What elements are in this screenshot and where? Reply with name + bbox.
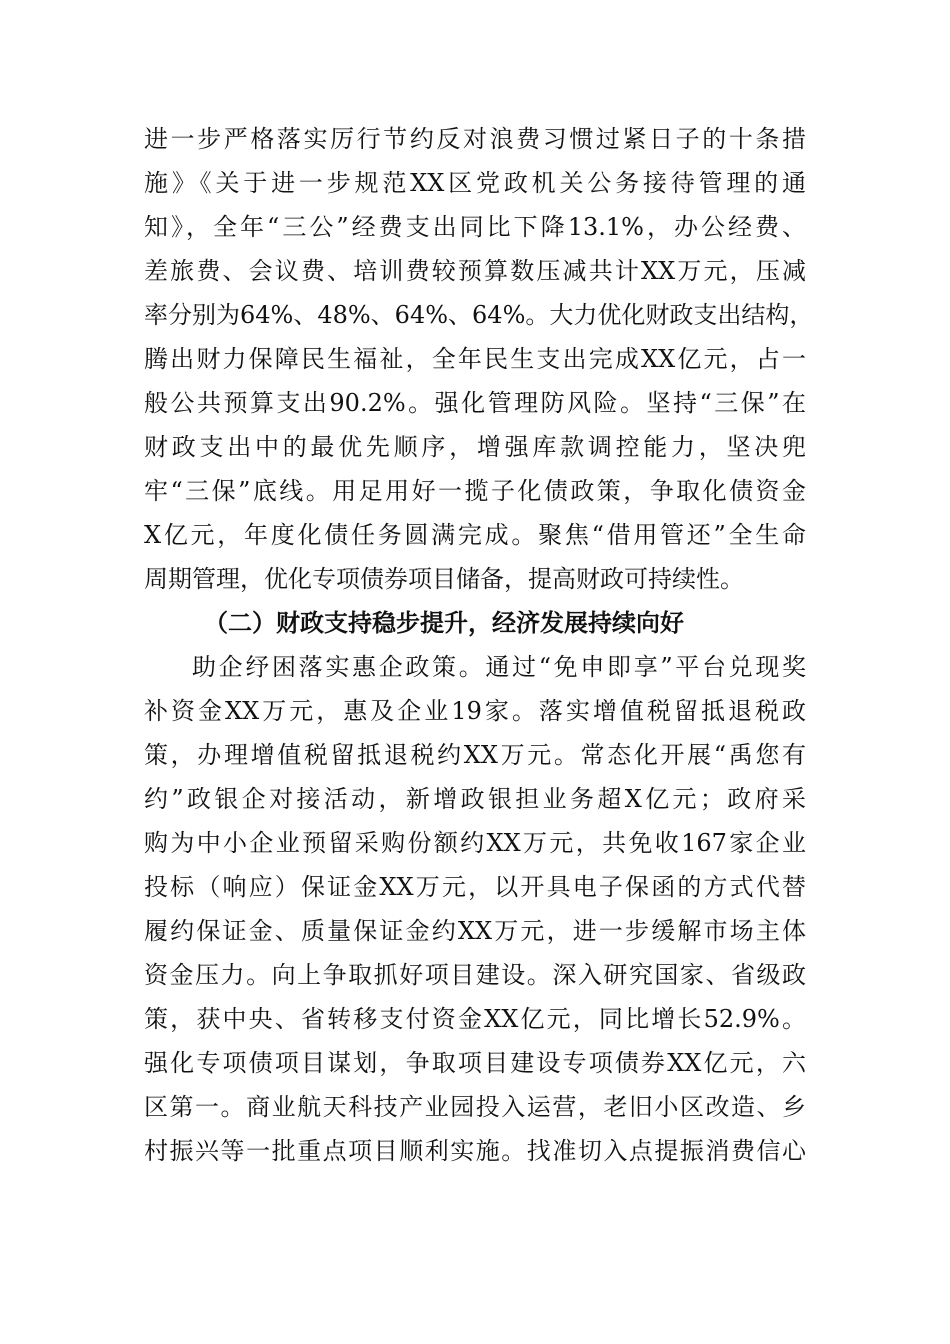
section-heading: （二）财政支持稳步提升，经济发展持续向好: [204, 608, 684, 637]
paragraph-2-line: 策，办理增值税留抵退税约XX万元。常态化开展“禹您有: [144, 741, 806, 769]
paragraph-1-line: 进一步严格落实厉行节约反对浪费习惯过紧日子的十条措: [144, 125, 806, 153]
paragraph-1-line: 财政支出中的最优先顺序，增强库款调控能力，坚决兜: [144, 433, 806, 461]
paragraph-2-line: 投标（响应）保证金XX万元，以开具电子保函的方式代替: [144, 873, 806, 901]
paragraph-2-line: 区第一。商业航天科技产业园投入运营，老旧小区改造、乡: [144, 1093, 806, 1121]
paragraph-2-line: 助企纾困落实惠企政策。通过“免申即享”平台兑现奖: [192, 653, 806, 681]
paragraph-2-line: 资金压力。向上争取抓好项目建设。深入研究国家、省级政: [144, 961, 806, 989]
paragraph-1-line: 腾出财力保障民生福祉，全年民生支出完成XX亿元，占一: [144, 345, 806, 373]
paragraph-2-line: 购为中小企业预留采购份额约XX万元，共免收167家企业: [144, 829, 806, 857]
paragraph-2-line: 强化专项债项目谋划，争取项目建设专项债券XX亿元，六: [144, 1049, 806, 1077]
paragraph-2-line: 村振兴等一批重点项目顺利实施。找准切入点提振消费信心: [144, 1137, 806, 1165]
document-body: [144, 117, 814, 1173]
paragraph-2-line: 履约保证金、质量保证金约XX万元，进一步缓解市场主体: [144, 917, 806, 945]
paragraph-1-line: 施》《关于进一步规范XX区党政机关公务接待管理的通: [144, 169, 806, 197]
paragraph-2-line: 约”政银企对接活动，新增政银担业务超X亿元；政府采: [144, 785, 806, 813]
paragraph-2-line: 策，获中央、省转移支付资金XX亿元，同比增长52.9%。: [144, 1005, 806, 1033]
paragraph-1-line: 周期管理，优化专项债券项目储备，提高财政可持续性。: [144, 565, 744, 593]
paragraph-2-line: 补资金XX万元，惠及企业19家。落实增值税留抵退税政: [144, 697, 806, 725]
paragraph-1-line: 率分别为64%、48%、64%、64%。大力优化财政支出结构，: [144, 301, 814, 329]
paragraph-1-line: 牢“三保”底线。用足用好一揽子化债政策，争取化债资金: [144, 477, 806, 505]
paragraph-1-line: 知》，全年“三公”经费支出同比下降13.1%，办公经费、: [144, 213, 806, 241]
paragraph-1-line: 差旅费、会议费、培训费较预算数压减共计XX万元，压减: [144, 257, 806, 285]
paragraph-1-line: X亿元，年度化债任务圆满完成。聚焦“借用管还”全生命: [144, 521, 806, 549]
paragraph-1-line: 般公共预算支出90.2%。强化管理防风险。坚持“三保”在: [144, 389, 806, 417]
